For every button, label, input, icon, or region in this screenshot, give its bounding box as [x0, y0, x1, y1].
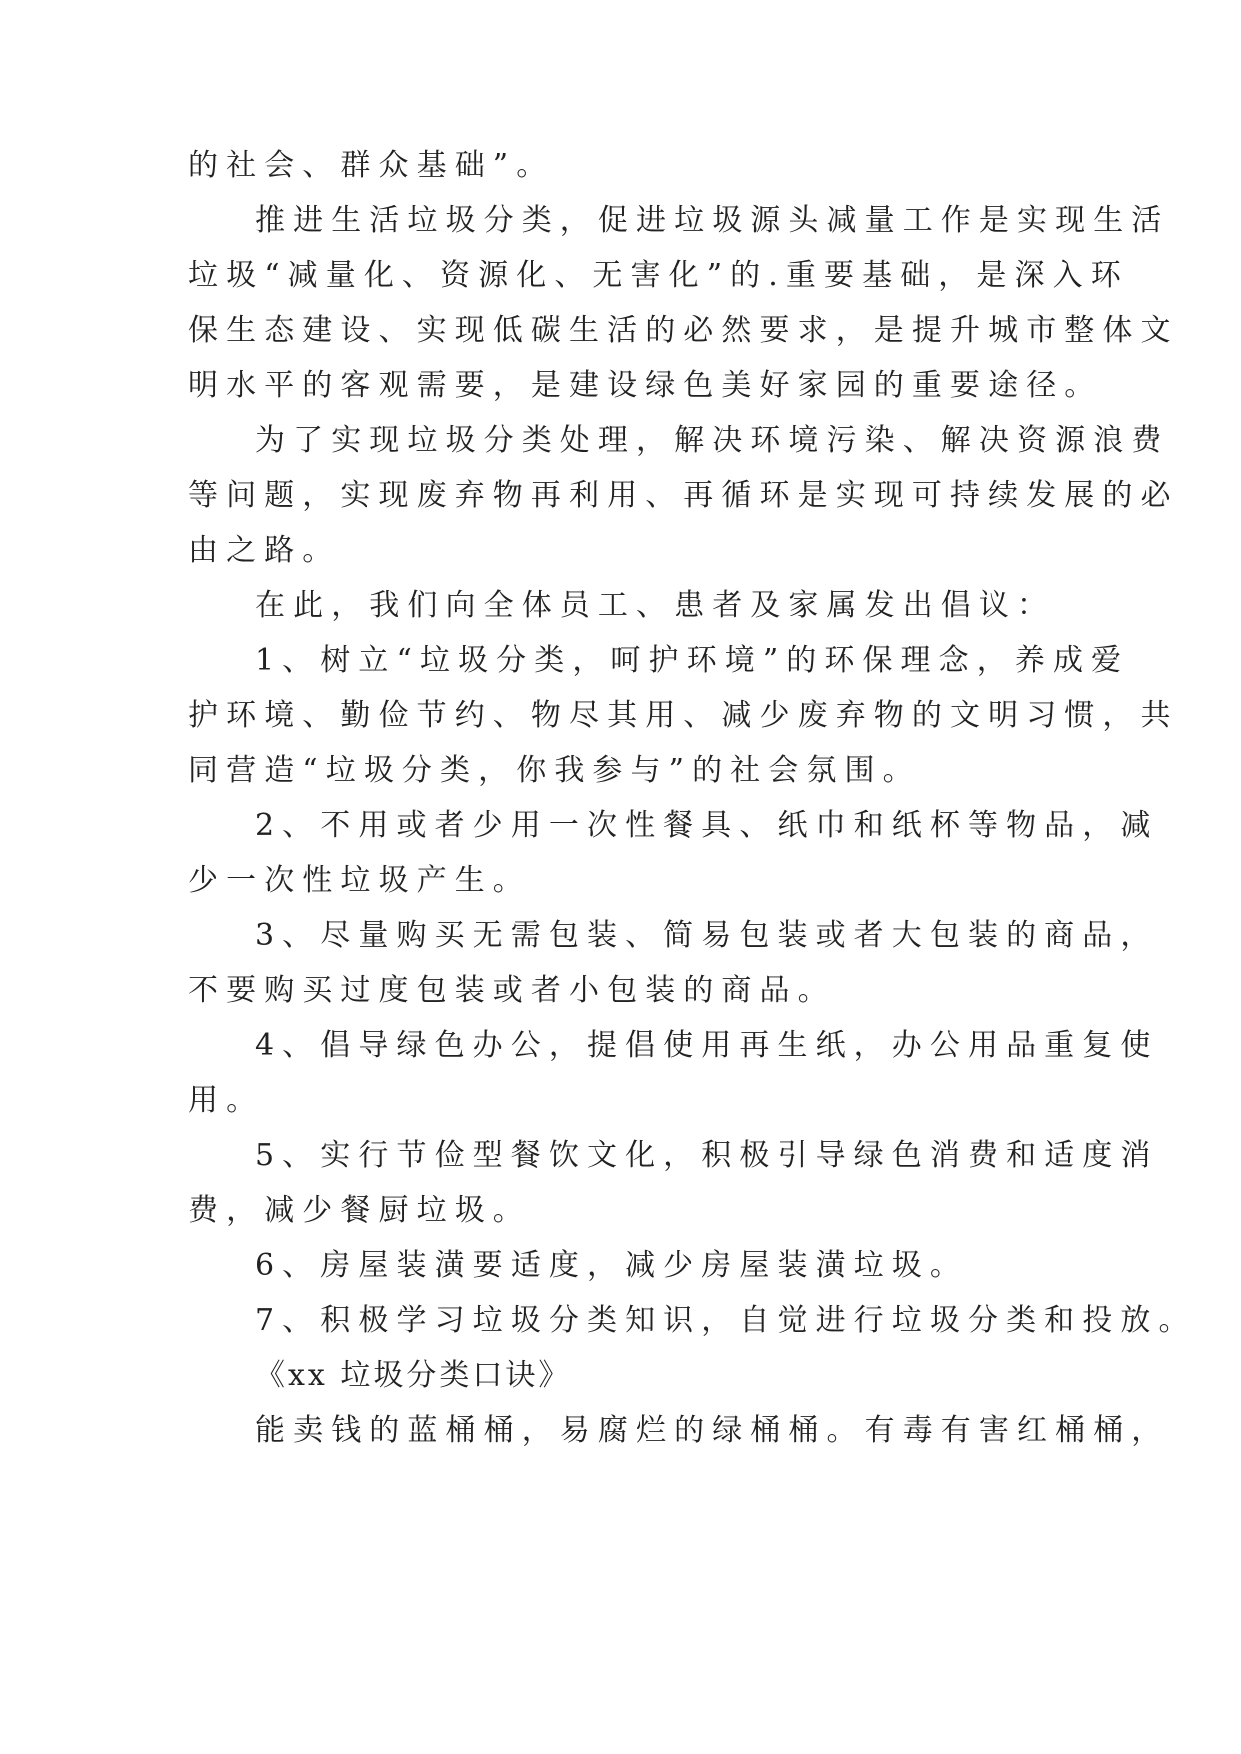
text-line: 7、积极学习垃圾分类知识，自觉进行垃圾分类和投放。 [255, 1303, 1197, 1338]
text-line: 在此，我们向全体员工、患者及家属发出倡议： [255, 588, 1056, 623]
text-line: 4、倡导绿色办公，提倡使用再生纸，办公用品重复使 [255, 1028, 1159, 1063]
text-line: 垃圾“减量化、资源化、无害化”的.重要基础，是深入环 [188, 258, 1129, 293]
section-heading: 《xx 垃圾分类口诀》 [255, 1358, 572, 1393]
text-line: 2、不用或者少用一次性餐具、纸巾和纸杯等物品，减 [255, 808, 1159, 843]
text-line: 用。 [188, 1083, 265, 1118]
text-line: 3、尽量购买无需包装、简易包装或者大包装的商品， [255, 918, 1159, 953]
text-line: 6、房屋装潢要适度，减少房屋装潢垃圾。 [255, 1248, 968, 1283]
text-line: 少一次性垃圾产生。 [188, 863, 531, 898]
text-line: 的社会、群众基础”。 [188, 148, 555, 183]
text-line: 推进生活垃圾分类，促进垃圾源头减量工作是实现生活 [255, 203, 1170, 238]
text-line: 费，减少餐厨垃圾。 [188, 1193, 531, 1228]
text-line: 明水平的客观需要，是建设绿色美好家园的重要途径。 [188, 368, 1103, 403]
text-line: 由之路。 [188, 533, 341, 568]
text-line: 1、树立“垃圾分类，呵护环境”的环保理念，养成爱 [255, 643, 1130, 678]
text-line: 能卖钱的蓝桶桶，易腐烂的绿桶桶。有毒有害红桶桶， [255, 1413, 1170, 1448]
text-line: 5、实行节俭型餐饮文化，积极引导绿色消费和适度消 [255, 1138, 1159, 1173]
text-line: 为了实现垃圾分类处理，解决环境污染、解决资源浪费 [255, 423, 1170, 458]
text-line: 等问题，实现废弃物再利用、再循环是实现可持续发展的必 [188, 478, 1179, 513]
text-line: 不要购买过度包装或者小包装的商品。 [188, 973, 836, 1008]
text-line: 护环境、勤俭节约、物尽其用、减少废弃物的文明习惯，共 [188, 698, 1179, 733]
text-line: 同营造“垃圾分类，你我参与”的社会氛围。 [188, 753, 921, 788]
text-line: 保生态建设、实现低碳生活的必然要求，是提升城市整体文 [188, 313, 1179, 348]
